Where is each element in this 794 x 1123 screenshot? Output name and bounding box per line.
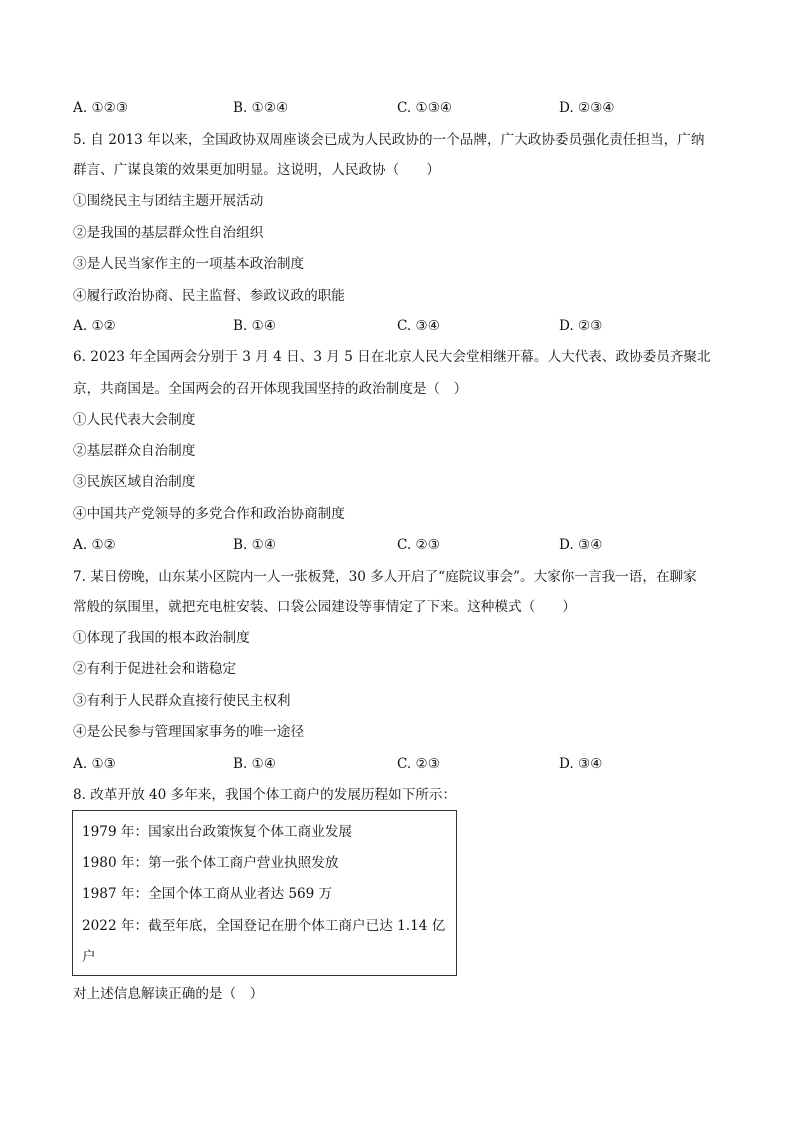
q8-stem: 8. 改革开放 40 多年来，我国个体工商户的发展历程如下所示： <box>73 787 457 803</box>
q4-option-c[interactable]: C. ①③④ <box>397 100 453 116</box>
q7-option-b[interactable]: B. ①④ <box>233 756 277 772</box>
q6-stem-line-1: 6. 2023 年全国两会分别于 3 月 4 日、3 月 5 日在北京人民大会堂相继开幕。人大代表、政协委员齐聚北 <box>73 349 711 365</box>
q6-item-4: ④中国共产党领导的多党合作和政治协商制度 <box>73 506 345 522</box>
q6-item-3: ③民族区域自治制度 <box>73 474 196 490</box>
q4-option-d[interactable]: D. ②③④ <box>559 100 615 116</box>
q6-option-d[interactable]: D. ③④ <box>559 537 603 553</box>
q5-option-c[interactable]: C. ③④ <box>397 318 440 334</box>
q4-options <box>73 98 733 118</box>
q8-box-line-1: 1979 年：国家出台政策恢复个体工商业发展 <box>82 824 353 840</box>
q4-option-a[interactable]: A. ①②③ <box>73 100 129 116</box>
q7-item-2: ②有利于促进社会和谐稳定 <box>73 661 237 677</box>
q7-option-c[interactable]: C. ②③ <box>397 756 440 772</box>
q5-stem-line-2: 群言、广谋良策的效果更加明显。这说明，人民政协（ ） <box>73 162 441 178</box>
q5-item-1: ①围绕民主与团结主题开展活动 <box>73 193 264 209</box>
q5-option-d[interactable]: D. ②③ <box>559 318 603 334</box>
q7-item-4: ④是公民参与管理国家事务的唯一途径 <box>73 724 305 740</box>
q6-option-c[interactable]: C. ②③ <box>397 537 440 553</box>
q6-item-1: ①人民代表大会制度 <box>73 412 196 428</box>
q4-option-b[interactable]: B. ①②④ <box>233 100 289 116</box>
q6-option-b[interactable]: B. ①④ <box>233 537 277 553</box>
q6-stem-line-2: 京，共商国是。全国两会的召开体现我国坚持的政治制度是（ ） <box>73 381 468 397</box>
q8-box-line-3: 1987 年：全国个体工商从业者达 569 万 <box>82 886 333 902</box>
q7-option-d[interactable]: D. ③④ <box>559 756 603 772</box>
q5-item-4: ④履行政治协商、民主监督、参政议政的职能 <box>73 288 345 304</box>
q8-box-line-2: 1980 年：第一张个体工商户营业执照发放 <box>82 855 339 871</box>
q6-item-2: ②基层群众自治制度 <box>73 443 196 459</box>
q5-option-a[interactable]: A. ①② <box>73 318 116 334</box>
q5-item-2: ②是我国的基层群众性自治组织 <box>73 225 264 241</box>
q5-options <box>73 316 733 336</box>
q8-question: 对上述信息解读正确的是（ ） <box>73 986 264 1002</box>
q5-option-b[interactable]: B. ①④ <box>233 318 277 334</box>
q7-options <box>73 754 733 774</box>
q7-item-1: ①体现了我国的根本政治制度 <box>73 630 250 646</box>
q7-stem-line-1: 7. 某日傍晚，山东某小区院内一人一张板凳，30 多人开启了“庭院议事会”。大家你一言我一语，在聊家 <box>73 569 697 585</box>
q5-item-3: ③是人民当家作主的一项基本政治制度 <box>73 256 305 272</box>
q6-options <box>73 535 733 555</box>
q5-stem-line-1: 5. 自 2013 年以来，全国政协双周座谈会已成为人民政协的一个品牌，广大政协委员强化责任担当，广纳 <box>73 132 705 148</box>
q8-material-box <box>72 810 457 976</box>
q7-stem-line-2: 常般的氛围里，就把充电桩安装、口袋公园建设等事情定了下来。这种模式（ ） <box>73 599 576 615</box>
q8-box-line-5: 户 <box>82 949 96 965</box>
q8-box-line-4: 2022 年：截至年底，全国登记在册个体工商户已达 1.14 亿 <box>82 918 446 934</box>
q7-item-3: ③有利于人民群众直接行使民主权利 <box>73 693 291 709</box>
q7-option-a[interactable]: A. ①③ <box>73 756 116 772</box>
q6-option-a[interactable]: A. ①② <box>73 537 116 553</box>
